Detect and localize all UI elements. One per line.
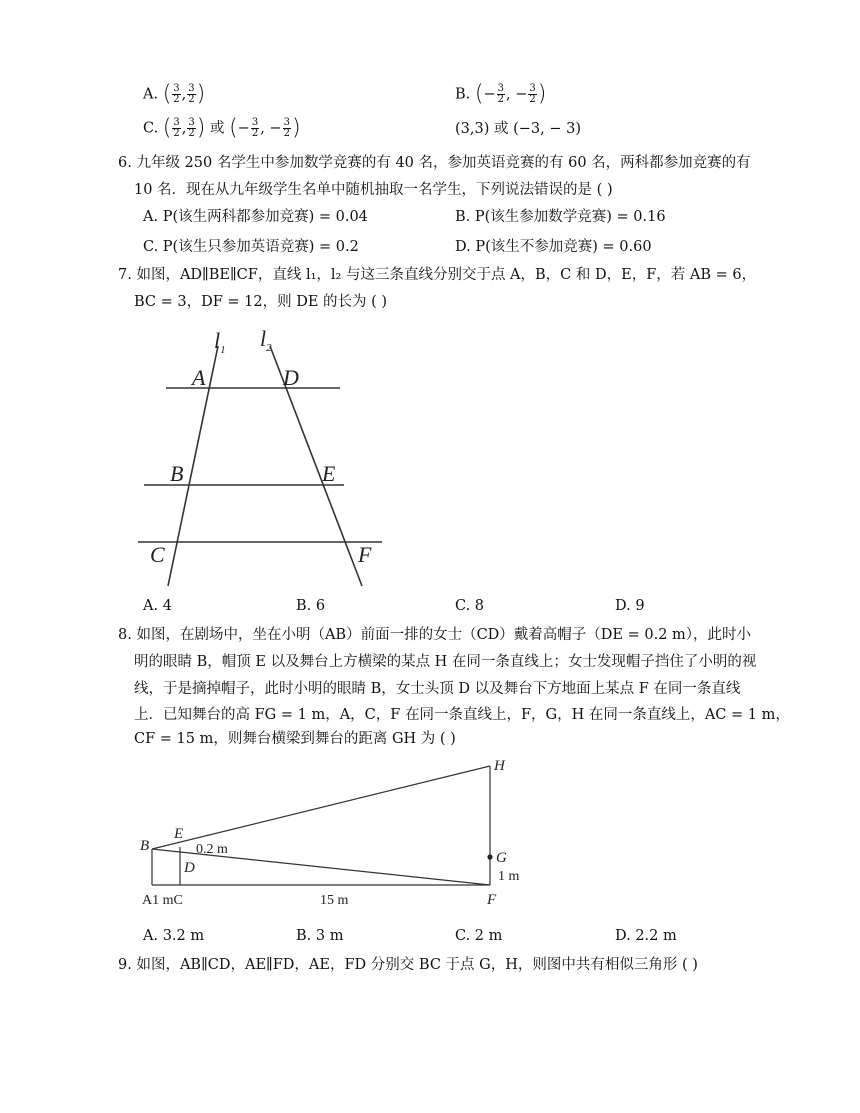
q7-line2 bbox=[134, 292, 387, 312]
q8-option-c: C. 2 m bbox=[455, 928, 503, 944]
q6-option-a: A. P(该生两科都参加竞赛) = 0.04 bbox=[143, 209, 368, 225]
label-fg-length: 1 m bbox=[498, 869, 520, 884]
q7-line1: 7. 如图，AD∥BE∥CF，直线 l₁，l₂ 与这三条直线分别交于点 A，B，C 和 D，E，F，若 AB = 6， bbox=[118, 267, 757, 283]
label-e: E bbox=[174, 826, 184, 842]
q6-line1: 6. 九年级 250 名学生中参加数学竞赛的有 40 名，参加英语竞赛的有 60 名，两科都参加竞赛的有 bbox=[118, 155, 751, 171]
q7-option-d: D. 9 bbox=[615, 598, 645, 614]
q6-line2-text: 10 名．现在从九年级学生名单中随机抽取一名学生，下列说法错误的是 bbox=[134, 182, 593, 198]
q8-option-b: B. 3 m bbox=[296, 928, 344, 944]
label-e: E bbox=[322, 461, 336, 486]
answer-paren: ( ) bbox=[681, 957, 698, 973]
q5-c-or: 或 bbox=[209, 120, 225, 137]
q6-option-d: D. P(该生不参加竞赛) = 0.60 bbox=[455, 239, 652, 255]
point-g bbox=[487, 854, 492, 859]
q7-figure bbox=[130, 318, 390, 590]
label-h: H bbox=[494, 758, 505, 774]
q8-option-d: D. 2.2 m bbox=[615, 928, 677, 944]
q7-option-a: A. 4 bbox=[143, 598, 172, 614]
label-de-length: 0.2 m bbox=[196, 842, 228, 857]
q5-a-label: A. bbox=[143, 86, 163, 103]
q6-option-c: C. P(该生只参加英语竞赛) = 0.2 bbox=[143, 239, 359, 255]
label-l1: $l_1$ bbox=[214, 328, 226, 356]
label-f: F bbox=[487, 892, 497, 908]
answer-paren: ( ) bbox=[596, 182, 613, 198]
answer-paren: ( ) bbox=[439, 731, 456, 747]
q8-line5-text: CF = 15 m，则舞台横梁到舞台的距离 GH 为 bbox=[134, 731, 436, 747]
q7-line2-text: BC = 3，DF = 12，则 DE 的长为 bbox=[134, 294, 367, 310]
line-bh bbox=[152, 766, 490, 849]
q9-line1 bbox=[118, 955, 698, 975]
q7-option-b: B. 6 bbox=[296, 598, 326, 614]
label-g: G bbox=[496, 850, 507, 866]
q8-option-a: A. 3.2 m bbox=[143, 928, 205, 944]
label-b: B bbox=[170, 461, 184, 486]
q5-option-b: B. (− $\frac{3}{2}$ , − $\frac{3}{2}$ ) bbox=[455, 81, 547, 107]
q8-line2: 明的眼睛 B，帽顶 E 以及舞台上方横梁的某点 H 在同一条直线上；女士发现帽子挡住了小明的视 bbox=[134, 654, 757, 670]
q8-line5 bbox=[134, 729, 456, 749]
label-d: D bbox=[283, 365, 299, 390]
q6-option-b: B. P(该生参加数学竞赛) = 0.16 bbox=[455, 209, 666, 225]
label-b: B bbox=[140, 838, 150, 854]
label-l2: $l_2$ bbox=[260, 326, 272, 354]
q9-line1-text: 9. 如图，AB∥CD，AE∥FD，AE，FD 分别交 BC 于点 G，H，则图中共有相似三角形 bbox=[118, 957, 678, 973]
label-a-1m-c: A1 mC bbox=[142, 893, 183, 908]
label-f: F bbox=[358, 542, 372, 567]
label-c: C bbox=[150, 542, 165, 567]
q8-figure bbox=[138, 754, 538, 914]
q8-line4: 上．已知舞台的高 FG = 1 m，A，C，F 在同一条直线上，F，G，H 在同一条直线上，AC = 1 m， bbox=[134, 707, 790, 723]
q8-line1: 8. 如图，在剧场中，坐在小明（AB）前面一排的女士（CD）戴着高帽子（DE = 0.2 m），此时小 bbox=[118, 627, 752, 643]
label-a: A bbox=[192, 365, 206, 390]
q7-option-c: C. 8 bbox=[455, 598, 485, 614]
label-cf-length: 15 m bbox=[320, 893, 349, 908]
q6-line2 bbox=[134, 180, 613, 200]
label-d: D bbox=[184, 860, 195, 876]
q8-line3: 线，于是摘掉帽子，此时小明的眼睛 B，女士头顶 D 以及舞台下方地面上某点 F 在同一条直线 bbox=[134, 681, 741, 697]
q5-option-d: (3,3) 或 (−3, − 3) bbox=[455, 121, 581, 137]
answer-paren: ( ) bbox=[371, 294, 388, 310]
q5-option-a: A. ( $\frac{3}{2}$ , $\frac{3}{2}$ ) bbox=[143, 81, 206, 107]
q5-option-c: C. ( $\frac{3}{2}$ , $\frac{3}{2}$ ) 或 (− $\frac{3}{2}$ , − $\frac{3}{2}$ ) bbox=[143, 115, 301, 141]
